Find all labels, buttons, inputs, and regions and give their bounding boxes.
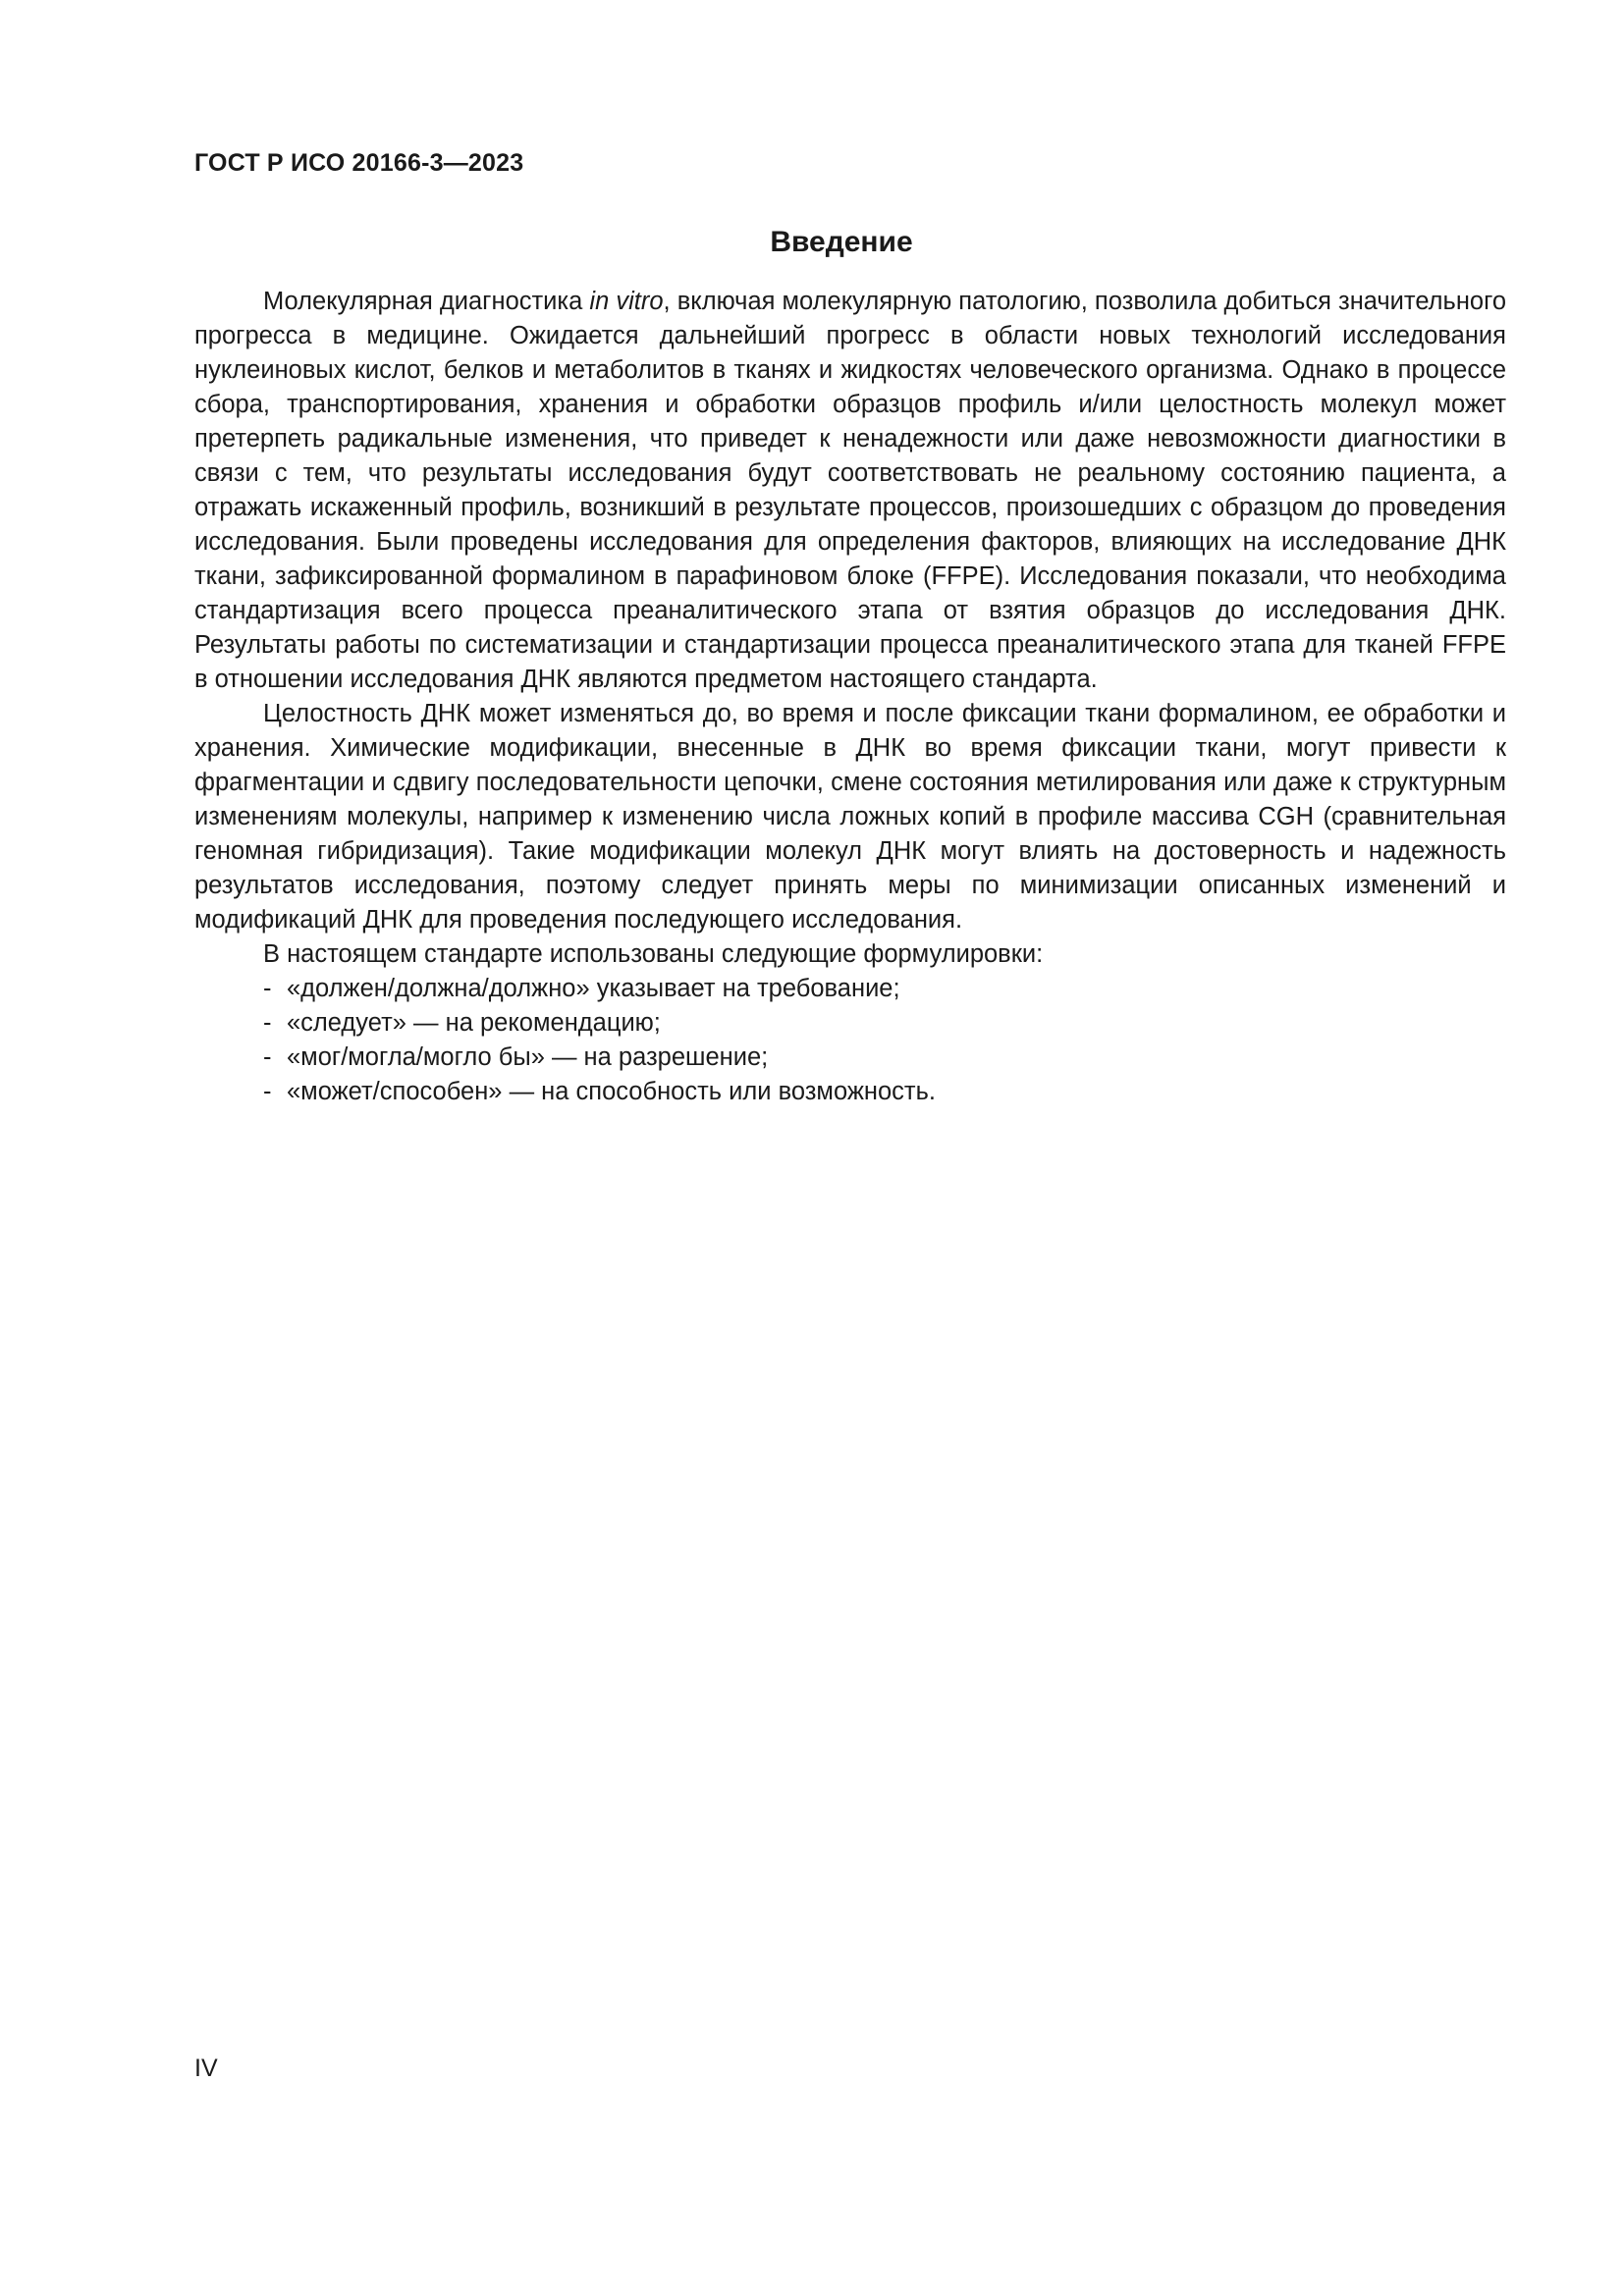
list-item: [194, 972, 1506, 1006]
list-dash: -: [263, 1009, 272, 1037]
list-item-text: «следует» — на рекомендацию;: [287, 1009, 661, 1037]
wording-list: [194, 972, 1506, 1109]
list-dash: -: [263, 975, 272, 1002]
paragraph-wording: В настоящем стандарте использованы следующие формулировки:: [263, 940, 1044, 968]
list-item-text: «мог/могла/могло бы» — на разрешение;: [287, 1043, 769, 1071]
list-item-text: «должен/должна/должно» указывает на требование;: [287, 975, 900, 1002]
list-dash: -: [263, 1043, 272, 1071]
section-title: Введение: [770, 226, 913, 258]
list-item-text: «может/способен» — на способность или возможность.: [287, 1078, 936, 1105]
document-header: ГОСТ Р ИСО 20166-3—2023: [194, 149, 524, 177]
document-body: [194, 285, 1506, 1109]
list-item: [194, 1041, 1506, 1075]
list-item: [194, 1075, 1506, 1109]
list-dash: -: [263, 1078, 272, 1105]
list-item: [194, 1006, 1506, 1041]
page-number: IV: [194, 2055, 218, 2082]
paragraph-intro: [194, 285, 1506, 697]
italic-term: in vitro: [589, 288, 664, 315]
paragraph-intro-start: Молекулярная диагностика: [263, 288, 590, 315]
paragraph-intro-rest: , включая молекулярную патологию, позволила добиться значительного прогресса в медицине. Ожидается дальнейший прогресс в области новых технологий исследования нуклеиновых кислот, белков и метаболитов в тканях и жидкостях человеческого организма. Однако в процессе сбора, транспортирования, хранения и обработки образцов профиль и/или целостность молекул может претерпеть радикальные изменения, что приведет к ненадежности или даже невозможности диагностики в связи с тем, что результаты исследования будут соответствовать не реальному состоянию пациента, а отражать искаженный профиль, возникший в результате процессов, произошедших с образцом до проведения исследования. Были проведены исследования для определения факторов, влияющих на исследование ДНК ткани, зафиксированной формалином в парафиновом блоке (FFPE). Исследования показали, что необходима стандартизация всего процесса преаналитического этапа от взятия образцов до исследования ДНК. Результаты работы по систематизации и стандартизации процесса преаналитического этапа для тканей FFPE в отношении исследования ДНК являются предметом настоящего стандарта.: [194, 288, 1507, 693]
paragraph-dna-integrity: Целостность ДНК может изменяться до, во время и после фиксации ткани формалином, ее обработки и хранения. Химические модификации, внесенные в ДНК во время фиксации ткани, могут привести к фрагментации и сдвигу последовательности цепочки, смене состояния метилирования или даже к структурным изменениям молекулы, например к изменению числа ложных копий в профиле массива CGH (сравнительная геномная гибридизация). Такие модификации молекул ДНК могут влиять на достоверность и надежность результатов исследования, поэтому следует принять меры по минимизации описанных изменений и модификаций ДНК для проведения последующего исследования.: [194, 700, 1506, 934]
